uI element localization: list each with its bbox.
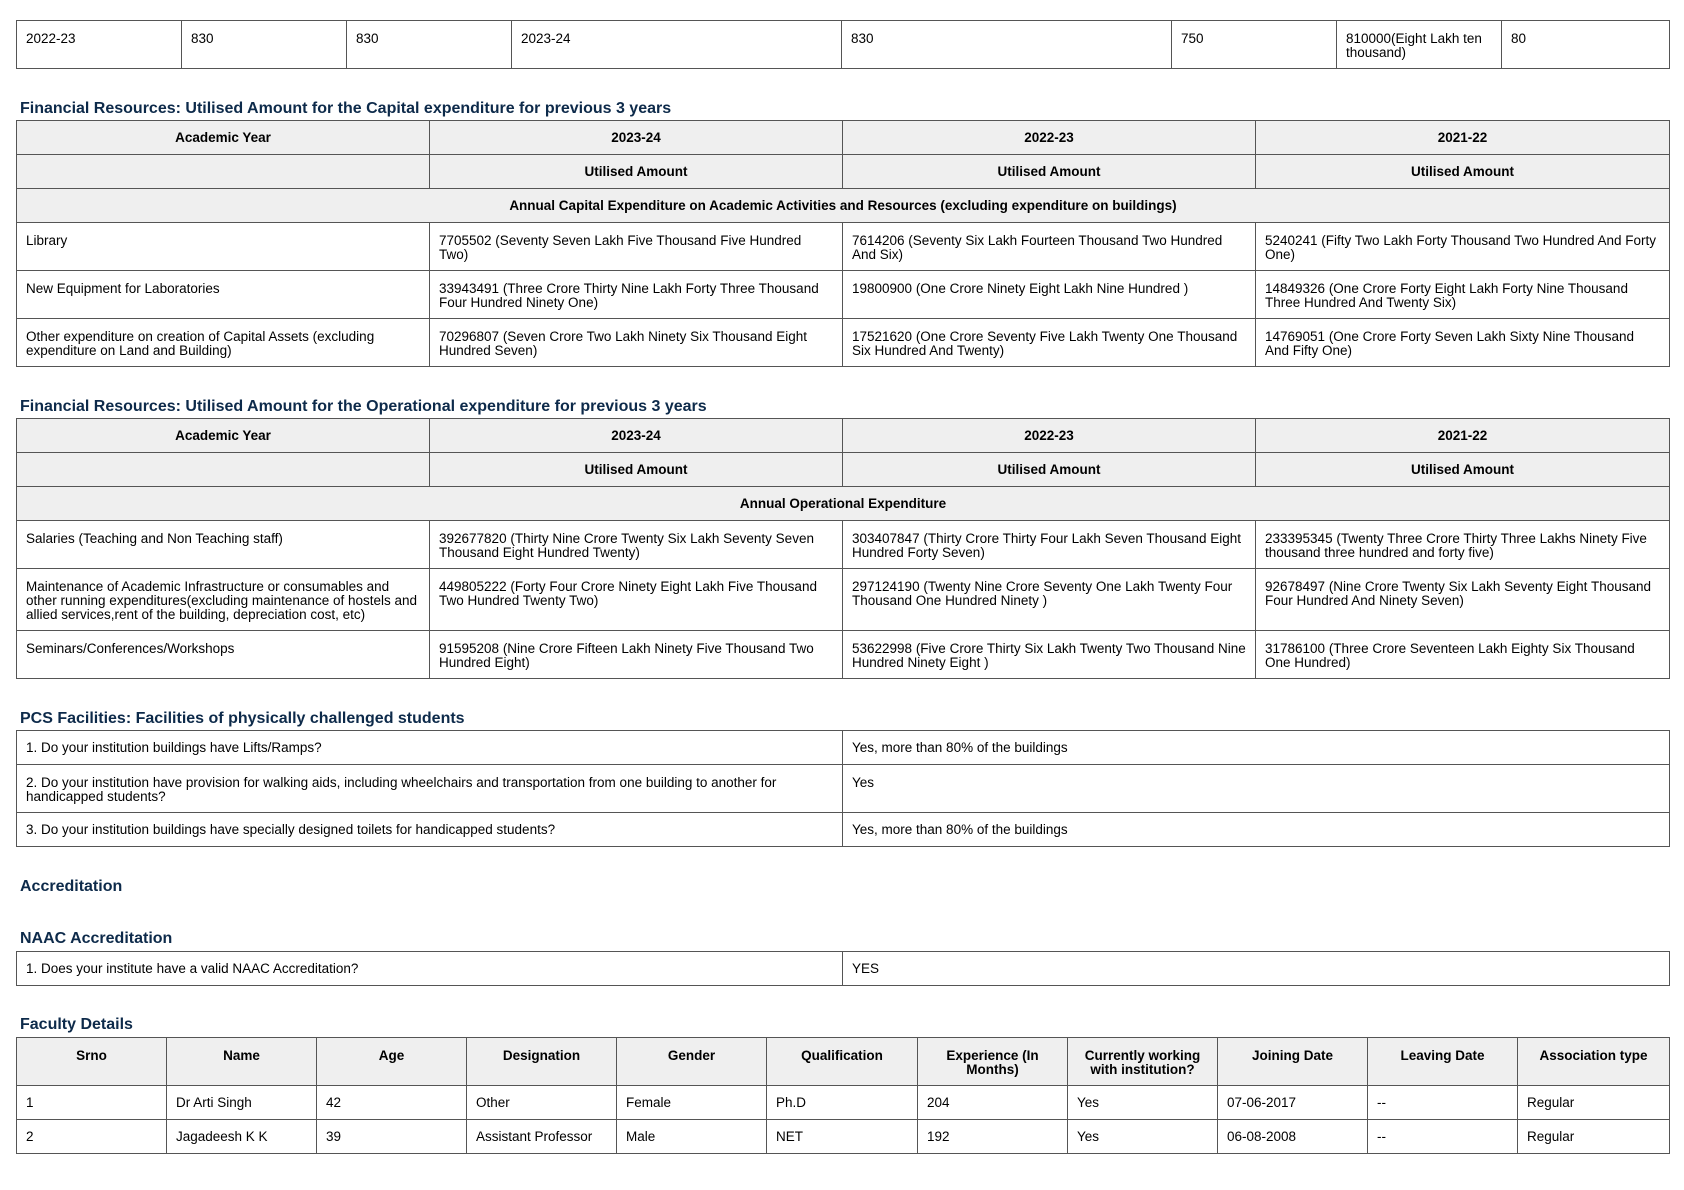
- faculty-table: [16, 1037, 1670, 1154]
- capital-subheader: Annual Capital Expenditure on Academic Activities and Resources (excluding expenditure on buildings): [17, 189, 1670, 223]
- faculty-cell: Assistant Professor: [467, 1120, 617, 1154]
- faculty-header: Gender: [617, 1038, 767, 1086]
- naac-title: NAAC Accreditation: [20, 930, 173, 947]
- header-utilised: Utilised Amount: [1256, 453, 1670, 487]
- header-year: 2022-23: [843, 121, 1256, 155]
- header-empty: [17, 155, 430, 189]
- faculty-header: Leaving Date: [1368, 1038, 1518, 1086]
- faculty-cell: 192: [918, 1120, 1068, 1154]
- header-utilised: Utilised Amount: [843, 155, 1256, 189]
- header-year: 2021-22: [1256, 121, 1670, 155]
- header-utilised: Utilised Amount: [843, 453, 1256, 487]
- top-cell: 750: [1172, 21, 1337, 69]
- faculty-cell: Female: [617, 1086, 767, 1120]
- operational-table: [16, 418, 1670, 679]
- row-label: New Equipment for Laboratories: [17, 271, 430, 319]
- faculty-cell: --: [1368, 1086, 1518, 1120]
- header-academic-year: Academic Year: [17, 121, 430, 155]
- top-cell: 830: [347, 21, 512, 69]
- pcs-answer: Yes, more than 80% of the buildings: [843, 731, 1670, 765]
- pcs-table: [16, 730, 1670, 847]
- faculty-cell: 2: [17, 1120, 167, 1154]
- row-value: 17521620 (One Crore Seventy Five Lakh Twenty One Thousand Six Hundred And Twenty): [843, 319, 1256, 367]
- row-value: 5240241 (Fifty Two Lakh Forty Thousand Two Hundred And Forty One): [1256, 223, 1670, 271]
- faculty-cell: NET: [767, 1120, 918, 1154]
- top-cell: 830: [842, 21, 1172, 69]
- pcs-answer: Yes, more than 80% of the buildings: [843, 813, 1670, 847]
- pcs-section-title: PCS Facilities: Facilities of physically challenged students: [20, 710, 465, 727]
- row-value: 233395345 (Twenty Three Crore Thirty Three Lakhs Ninety Five thousand three hundred and forty five): [1256, 521, 1670, 569]
- faculty-header: Qualification: [767, 1038, 918, 1086]
- faculty-cell: 42: [317, 1086, 467, 1120]
- faculty-cell: Regular: [1518, 1086, 1670, 1120]
- row-value: 7614206 (Seventy Six Lakh Fourteen Thousand Two Hundred And Six): [843, 223, 1256, 271]
- operational-subheader: Annual Operational Expenditure: [17, 487, 1670, 521]
- faculty-cell: Ph.D: [767, 1086, 918, 1120]
- row-value: 7705502 (Seventy Seven Lakh Five Thousand Five Hundred Two): [430, 223, 843, 271]
- faculty-cell: 39: [317, 1120, 467, 1154]
- pcs-question: 2. Do your institution have provision for walking aids, including wheelchairs and transportation from one building to another for handicapped students?: [17, 765, 843, 813]
- header-year: 2023-24: [430, 419, 843, 453]
- faculty-cell: Other: [467, 1086, 617, 1120]
- row-value: 303407847 (Thirty Crore Thirty Four Lakh Seven Thousand Eight Hundred Forty Seven): [843, 521, 1256, 569]
- operational-section-title: Financial Resources: Utilised Amount for the Operational expenditure for previous 3 years: [20, 398, 707, 415]
- row-value: 14849326 (One Crore Forty Eight Lakh Forty Nine Thousand Three Hundred And Twenty Six): [1256, 271, 1670, 319]
- faculty-cell: --: [1368, 1120, 1518, 1154]
- faculty-header: Experience (In Months): [918, 1038, 1068, 1086]
- faculty-cell: 1: [17, 1086, 167, 1120]
- row-label: Salaries (Teaching and Non Teaching staff): [17, 521, 430, 569]
- row-value: 449805222 (Forty Four Crore Ninety Eight Lakh Five Thousand Two Hundred Twenty Two): [430, 569, 843, 631]
- header-year: 2021-22: [1256, 419, 1670, 453]
- pcs-question: 3. Do your institution buildings have specially designed toilets for handicapped students?: [17, 813, 843, 847]
- faculty-header: Currently working with institution?: [1068, 1038, 1218, 1086]
- faculty-header: Age: [317, 1038, 467, 1086]
- pcs-answer: Yes: [843, 765, 1670, 813]
- top-cell: 2023-24: [512, 21, 842, 69]
- capital-table: [16, 120, 1670, 367]
- faculty-cell: Yes: [1068, 1120, 1218, 1154]
- accreditation-title: Accreditation: [20, 878, 123, 895]
- header-empty: [17, 453, 430, 487]
- header-academic-year: Academic Year: [17, 419, 430, 453]
- faculty-cell: Jagadeesh K K: [167, 1120, 317, 1154]
- top-cell: 810000(Eight Lakh ten thousand): [1337, 21, 1502, 69]
- naac-answer: YES: [843, 952, 1670, 986]
- faculty-header: Srno: [17, 1038, 167, 1086]
- capital-section-title: Financial Resources: Utilised Amount for the Capital expenditure for previous 3 years: [20, 100, 672, 117]
- naac-question: 1. Does your institute have a valid NAAC Accreditation?: [17, 952, 843, 986]
- top-cell: 80: [1502, 21, 1670, 69]
- row-value: 297124190 (Twenty Nine Crore Seventy One Lakh Twenty Four Thousand One Hundred Ninety ): [843, 569, 1256, 631]
- naac-table: [16, 951, 1670, 986]
- top-cell: 830: [182, 21, 347, 69]
- faculty-cell: 204: [918, 1086, 1068, 1120]
- table-row: [17, 1086, 1670, 1120]
- faculty-header: Designation: [467, 1038, 617, 1086]
- row-label: Other expenditure on creation of Capital Assets (excluding expenditure on Land and Building): [17, 319, 430, 367]
- row-value: 91595208 (Nine Crore Fifteen Lakh Ninety Five Thousand Two Hundred Eight): [430, 631, 843, 679]
- row-value: 70296807 (Seven Crore Two Lakh Ninety Six Thousand Eight Hundred Seven): [430, 319, 843, 367]
- row-value: 392677820 (Thirty Nine Crore Twenty Six Lakh Seventy Seven Thousand Eight Hundred Twenty): [430, 521, 843, 569]
- top-continuation-table: [16, 20, 1670, 69]
- row-value: 14769051 (One Crore Forty Seven Lakh Sixty Nine Thousand And Fifty One): [1256, 319, 1670, 367]
- pcs-question: 1. Do your institution buildings have Lifts/Ramps?: [17, 731, 843, 765]
- faculty-header: Association type: [1518, 1038, 1670, 1086]
- faculty-header: Name: [167, 1038, 317, 1086]
- row-value: 31786100 (Three Crore Seventeen Lakh Eighty Six Thousand One Hundred): [1256, 631, 1670, 679]
- faculty-section-title: Faculty Details: [20, 1016, 133, 1033]
- row-label: Maintenance of Academic Infrastructure or consumables and other running expenditures(excluding maintenance of hostels and allied services,rent of the building, depreciation cost, etc): [17, 569, 430, 631]
- row-value: 53622998 (Five Crore Thirty Six Lakh Twenty Two Thousand Nine Hundred Ninety Eight ): [843, 631, 1256, 679]
- row-label: Library: [17, 223, 430, 271]
- faculty-header: Joining Date: [1218, 1038, 1368, 1086]
- faculty-cell: Dr Arti Singh: [167, 1086, 317, 1120]
- header-utilised: Utilised Amount: [430, 453, 843, 487]
- faculty-cell: Yes: [1068, 1086, 1218, 1120]
- faculty-cell: Regular: [1518, 1120, 1670, 1154]
- row-label: Seminars/Conferences/Workshops: [17, 631, 430, 679]
- top-cell: 2022-23: [17, 21, 182, 69]
- row-value: 19800900 (One Crore Ninety Eight Lakh Nine Hundred ): [843, 271, 1256, 319]
- row-value: 92678497 (Nine Crore Twenty Six Lakh Seventy Eight Thousand Four Hundred And Ninety Seven): [1256, 569, 1670, 631]
- row-value: 33943491 (Three Crore Thirty Nine Lakh Forty Three Thousand Four Hundred Ninety One): [430, 271, 843, 319]
- header-utilised: Utilised Amount: [1256, 155, 1670, 189]
- table-row: [17, 1120, 1670, 1154]
- header-year: 2023-24: [430, 121, 843, 155]
- faculty-cell: 07-06-2017: [1218, 1086, 1368, 1120]
- faculty-cell: 06-08-2008: [1218, 1120, 1368, 1154]
- header-utilised: Utilised Amount: [430, 155, 843, 189]
- faculty-cell: Male: [617, 1120, 767, 1154]
- header-year: 2022-23: [843, 419, 1256, 453]
